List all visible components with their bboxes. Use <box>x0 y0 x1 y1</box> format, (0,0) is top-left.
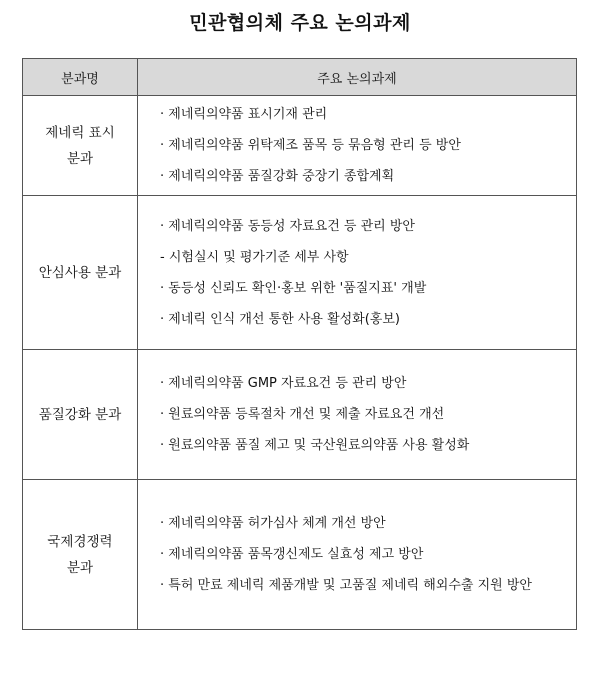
topics-cell <box>138 350 577 480</box>
list-item: · 특허 만료 제네릭 제품개발 및 고품질 제네릭 해외수출 지원 방안 <box>160 578 532 593</box>
category-cell <box>23 350 138 480</box>
list-item: · 제네릭의약품 허가심사 체계 개선 방안 <box>160 516 386 531</box>
list-item: · 제네릭의약품 동등성 자료요건 등 관리 방안 <box>160 218 415 234</box>
category-line: 분과 <box>66 150 94 167</box>
table-row <box>23 96 577 196</box>
table-row <box>23 350 577 480</box>
list-item: · 원료의약품 품질 제고 및 국산원료의약품 사용 활성화 <box>160 438 470 453</box>
list-item: · 동등성 신뢰도 확인·홍보 위한 '품질지표' 개발 <box>160 280 427 296</box>
category-cell <box>23 480 138 630</box>
topics-cell <box>138 96 577 196</box>
category-cell <box>23 196 138 350</box>
list-item: · 제네릭의약품 품목갱신제도 실효성 제고 방안 <box>160 547 424 562</box>
list-item: · 제네릭의약품 GMP 자료요건 등 관리 방안 <box>160 376 407 391</box>
category-line: 안심사용 분과 <box>38 264 122 281</box>
list-item: · 제네릭의약품 표시기재 관리 <box>160 107 328 122</box>
table-header-row <box>23 59 577 96</box>
header-category: 분과명 <box>23 59 138 96</box>
list-item: · 제네릭 인식 개선 통한 사용 활성화(홍보) <box>160 311 400 327</box>
list-item: - 시험실시 및 평가기준 세부 사항 <box>160 249 349 265</box>
list-item: · 제네릭의약품 위탁제조 품목 등 묶음형 관리 등 방안 <box>160 138 461 153</box>
table-row <box>23 480 577 630</box>
table-row <box>23 196 577 350</box>
topics-cell <box>138 480 577 630</box>
category-cell <box>23 96 138 196</box>
category-line: 국제경쟁력 <box>47 533 113 550</box>
list-item: · 제네릭의약품 품질강화 중장기 종합계획 <box>160 169 395 184</box>
category-line: 품질강화 분과 <box>38 406 122 423</box>
topics-table <box>22 58 577 630</box>
topics-cell <box>138 196 577 350</box>
category-line: 제네릭 표시 <box>45 124 115 141</box>
category-line: 분과 <box>66 559 94 576</box>
header-topics: 주요 논의과제 <box>138 59 577 96</box>
list-item: · 원료의약품 등록절차 개선 및 제출 자료요건 개선 <box>160 407 445 422</box>
page-title: 민관협의체 주요 논의과제 <box>189 12 411 34</box>
